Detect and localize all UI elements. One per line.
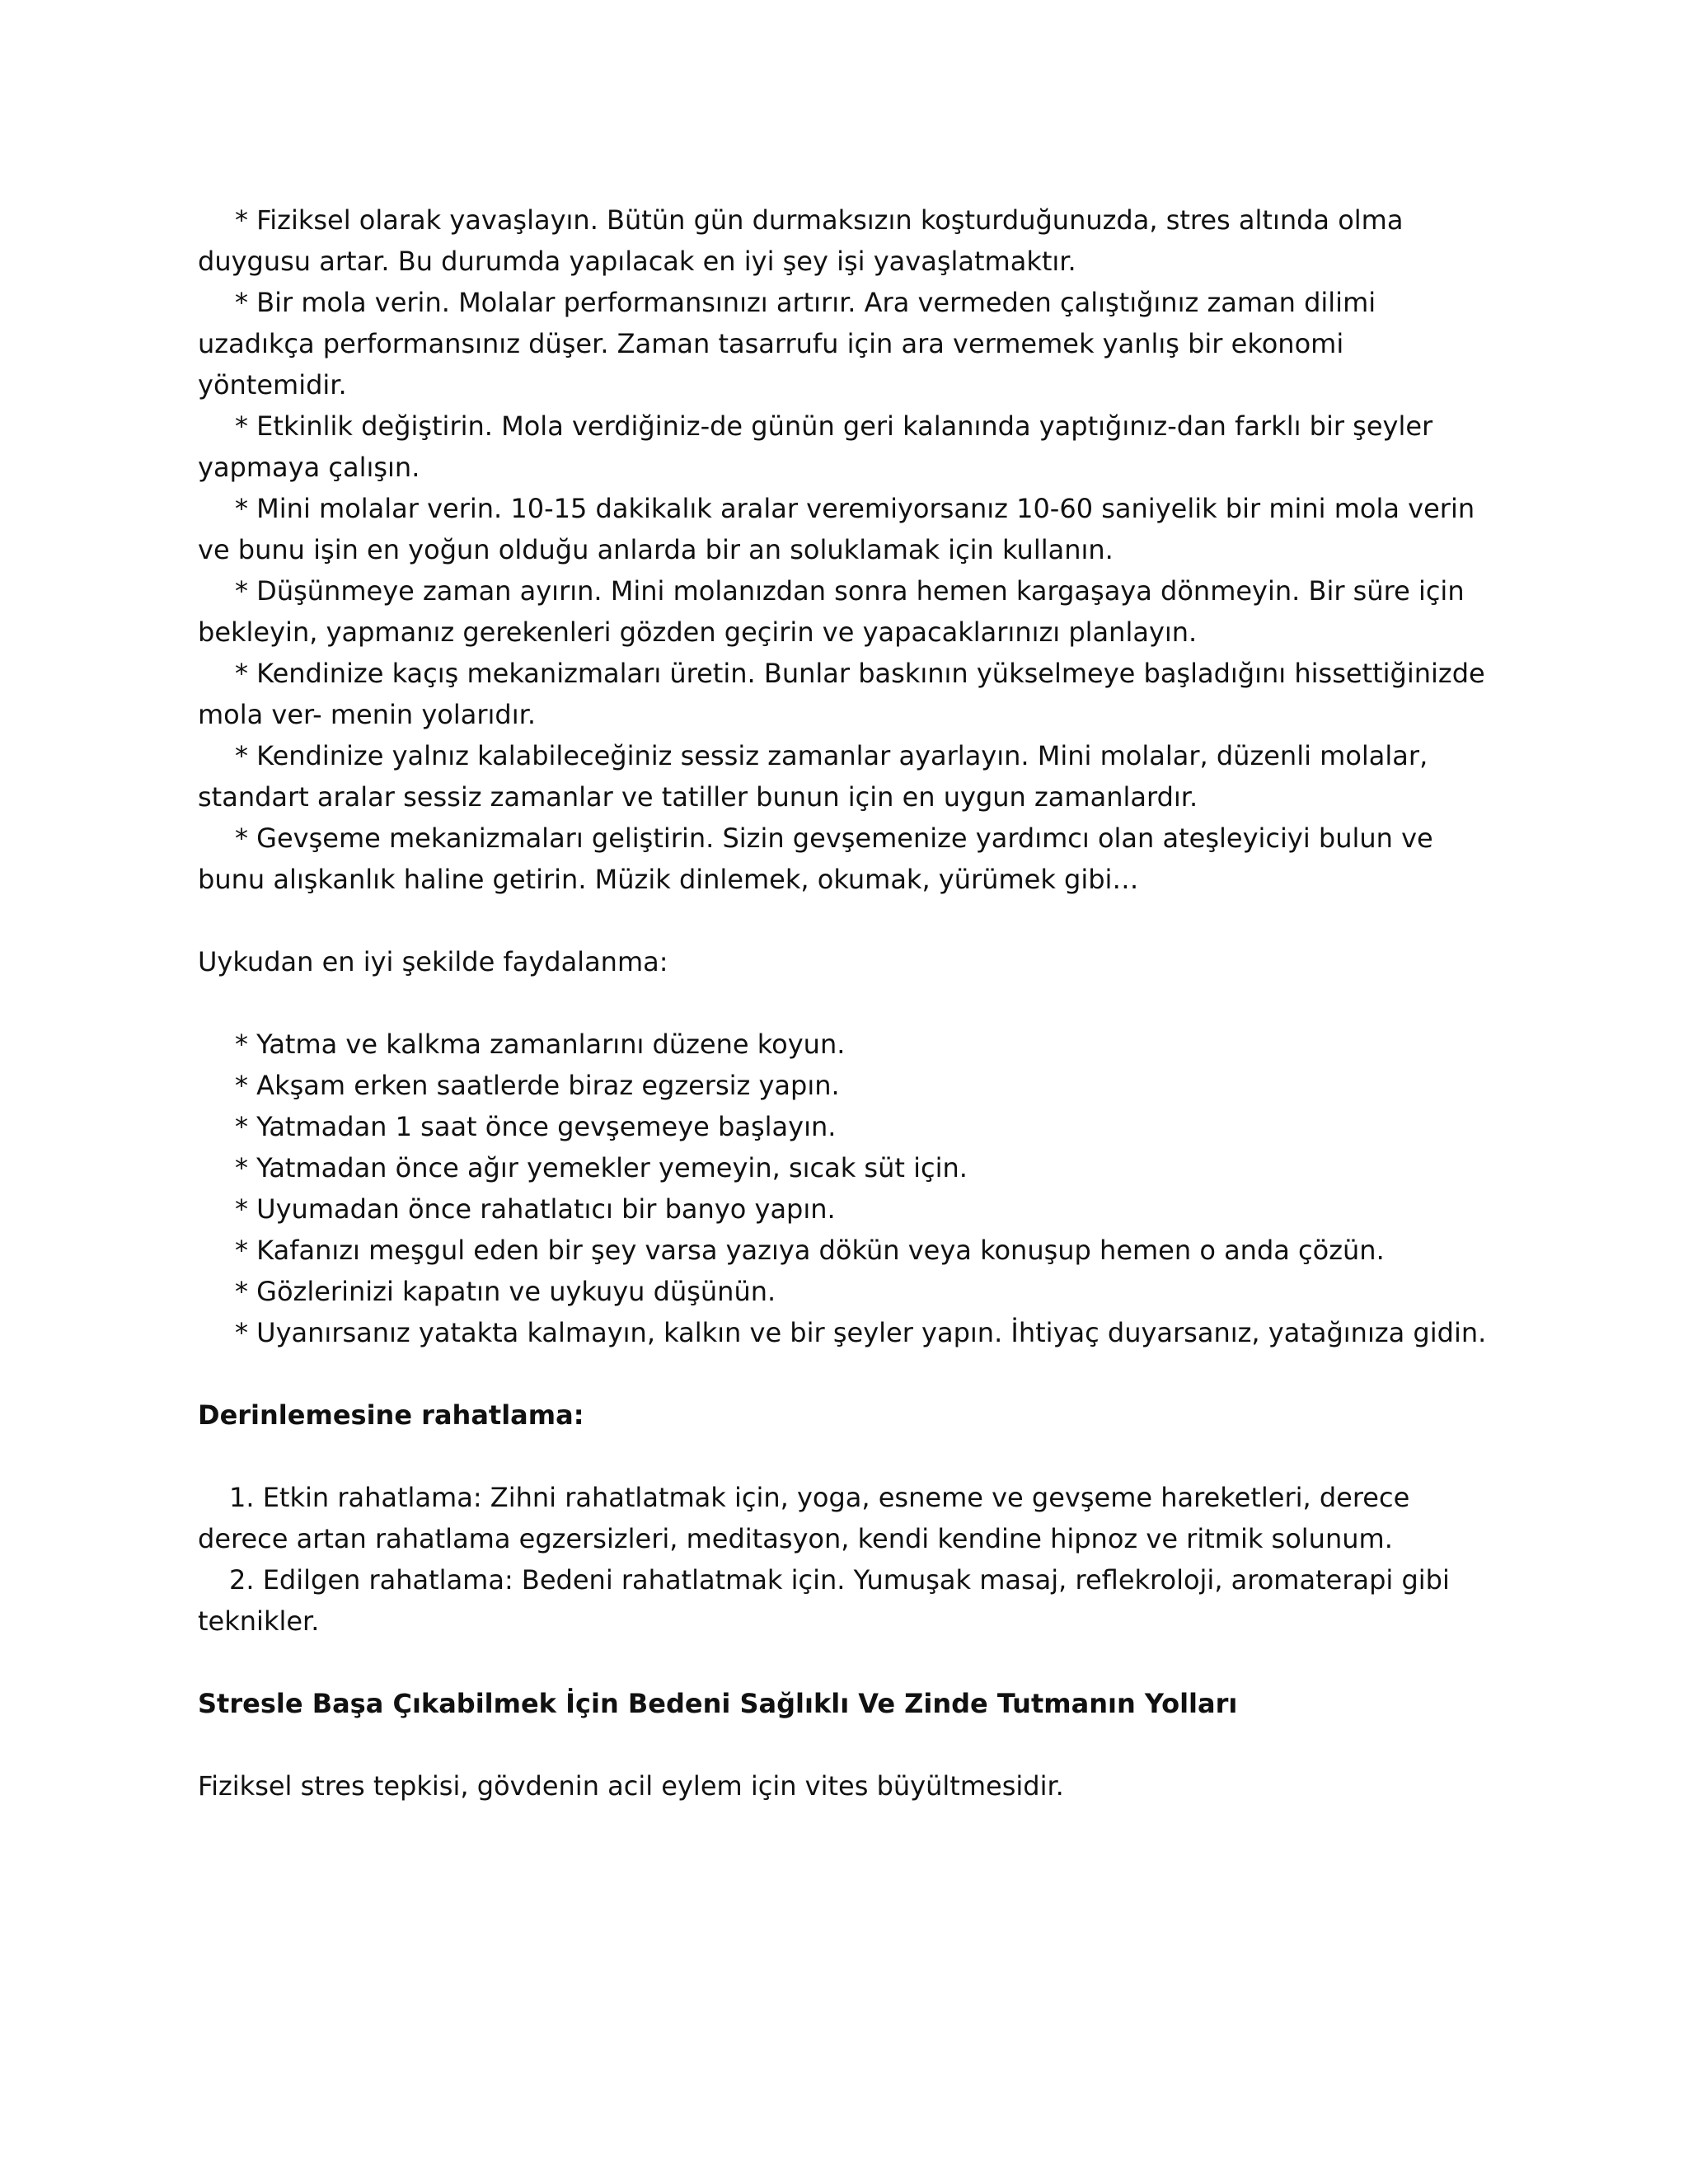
list-item: * Kendinize kaçış mekanizmaları üretin. Bunlar baskının yükselmeye başladığını hissettiğinizde mola ver- menin yolarıdır.	[198, 658, 1493, 730]
list-item: * Gevşeme mekanizmaları geliştirin. Sizin gevşemenize yardımcı olan ateşleyiciyi bulun ve bunu alışkanlık haline getirin. Müzik dinlemek, okumak, yürümek gibi…	[198, 823, 1442, 895]
list-item: * Gözlerinizi kapatın ve uykuyu düşünün.	[235, 1276, 776, 1307]
list-item: * Fiziksel olarak yavaşlayın. Bütün gün durmaksızın koşturduğunuzda, stres altında olma duygusu artar. Bu durumda yapılacak en iyi şey işi yavaşlatmaktır.	[198, 204, 1412, 277]
spacer	[198, 900, 1500, 941]
relax-heading: Derinlemesine rahatlama:	[198, 1399, 584, 1431]
sleep-list	[198, 1024, 1500, 1353]
list-item: * Mini molalar verin. 10-15 dakikalık aralar veremiyorsanız 10-60 saniyelik bir mini mola verin ve bunu işin en yoğun olduğu anlarda bir an soluklamak için kullanın.	[198, 493, 1484, 565]
spacer	[198, 1436, 1500, 1477]
list-item: * Uyumadan önce rahatlatıcı bir banyo yapın.	[235, 1193, 836, 1225]
body-heading: Stresle Başa Çıkabilmek İçin Bedeni Sağlıklı Ve Zinde Tutmanın Yolları	[198, 1688, 1238, 1719]
spacer	[198, 1642, 1500, 1683]
spacer	[198, 1353, 1500, 1394]
sleep-heading: Uykudan en iyi şekilde faydalanma:	[198, 946, 668, 977]
list-item: * Düşünmeye zaman ayırın. Mini molanızdan sonra hemen kargaşaya dönmeyin. Bir süre için bekleyin, yapmanız gerekenleri gözden geçirin ve yapacaklarınızı planlayın.	[198, 575, 1473, 648]
list-item: * Akşam erken saatlerde biraz egzersiz yapın.	[235, 1070, 840, 1101]
relax-list	[198, 1477, 1500, 1642]
list-item: * Etkinlik değiştirin. Mola verdiğiniz-de günün geri kalanında yaptığınız-dan farklı bir şeyler yapmaya çalışın.	[198, 410, 1442, 483]
list-item: * Kendinize yalnız kalabileceğiniz sessiz zamanlar ayarlayın. Mini molalar, düzenli molalar, standart aralar sessiz zamanlar ve tatiller bunun için en uygun zamanlardır.	[198, 740, 1437, 813]
spacer	[198, 982, 1500, 1024]
list-item: * Yatmadan 1 saat önce gevşemeye başlayın.	[235, 1111, 837, 1142]
list-item: * Uyanırsanız yatakta kalmayın, kalkın ve bir şeyler yapın. İhtiyaç duyarsanız, yatağınıza gidin.	[235, 1317, 1487, 1348]
list-item: * Yatmadan önce ağır yemekler yemeyin, sıcak süt için.	[235, 1152, 968, 1183]
spacer	[198, 1724, 1500, 1765]
list-item: 1. Etkin rahatlama: Zihni rahatlatmak için, yoga, esneme ve gevşeme hareketleri, derece derece artan rahatlama egzersizleri, meditasyon, kendi kendine hipnoz ve ritmik solunum.	[198, 1482, 1418, 1554]
list-item: * Yatma ve kalkma zamanlarını düzene koyun.	[235, 1029, 846, 1060]
list-item: 2. Edilgen rahatlama: Bedeni rahatlatmak için. Yumuşak masaj, reflekroloji, aromaterapi gibi teknikler.	[198, 1564, 1459, 1637]
document-page	[198, 199, 1500, 1807]
body-text: Fiziksel stres tepkisi, gövdenin acil eylem için vites büyültmesidir.	[198, 1770, 1064, 1802]
list-item: * Bir mola verin. Molalar performansınızı artırır. Ara vermeden çalıştığınız zaman dilimi uzadıkça performansınız düşer. Zaman tasarrufu için ara vermemek yanlış bir ekonomi yöntemidir.	[198, 287, 1385, 401]
list-item: * Kafanızı meşgul eden bir şey varsa yazıya dökün veya konuşup hemen o anda çözün.	[235, 1235, 1385, 1266]
tips-list	[198, 199, 1500, 900]
